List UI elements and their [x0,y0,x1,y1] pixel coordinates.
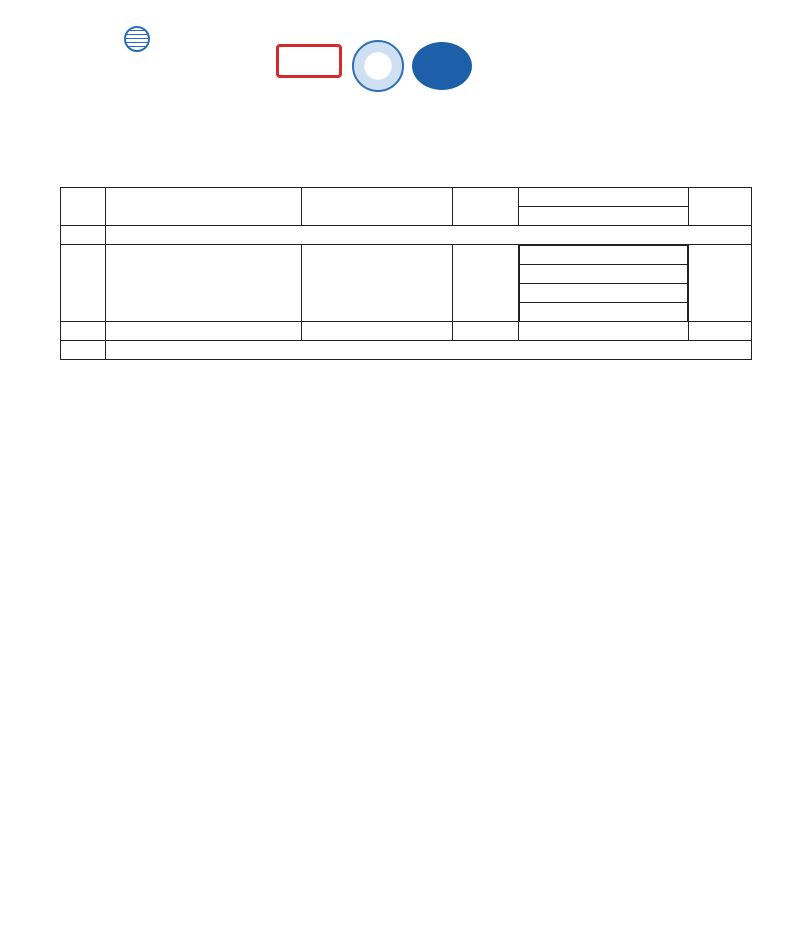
table-row [61,245,752,322]
header-no [61,188,106,226]
results-table [60,187,752,360]
row-item [106,322,302,341]
table-row [61,341,752,360]
ats-logo [88,26,198,94]
table-row [61,322,752,341]
row-unit [453,322,519,341]
row-item [106,245,302,322]
header-method [302,188,453,226]
row-remark [689,322,752,341]
cnas-logo [412,42,472,90]
cma-mark [276,44,342,78]
sub-result [520,265,688,284]
row-remark [689,245,752,322]
row-no [61,322,106,341]
sub-result [520,284,688,303]
row-item [106,341,752,360]
row-method [302,245,453,322]
row-result [519,322,689,341]
table-header-row [61,188,752,207]
header-result [519,188,689,207]
header-item [106,188,302,226]
row-unit [453,245,519,322]
row-no [61,245,106,322]
colorfastness-results [519,245,689,322]
colorfastness-subtable [519,245,688,321]
sub-result [520,246,688,265]
globe-icon [124,26,150,52]
header-unit [453,188,519,226]
row-method [302,322,453,341]
row-no [61,341,106,360]
sub-result [520,303,688,322]
header-remark [689,188,752,226]
cma-logo [276,44,342,90]
row-no [61,226,106,245]
row-item [106,226,752,245]
table-row [61,226,752,245]
ilac-mra-logo [352,40,404,92]
header-sample [519,207,689,226]
